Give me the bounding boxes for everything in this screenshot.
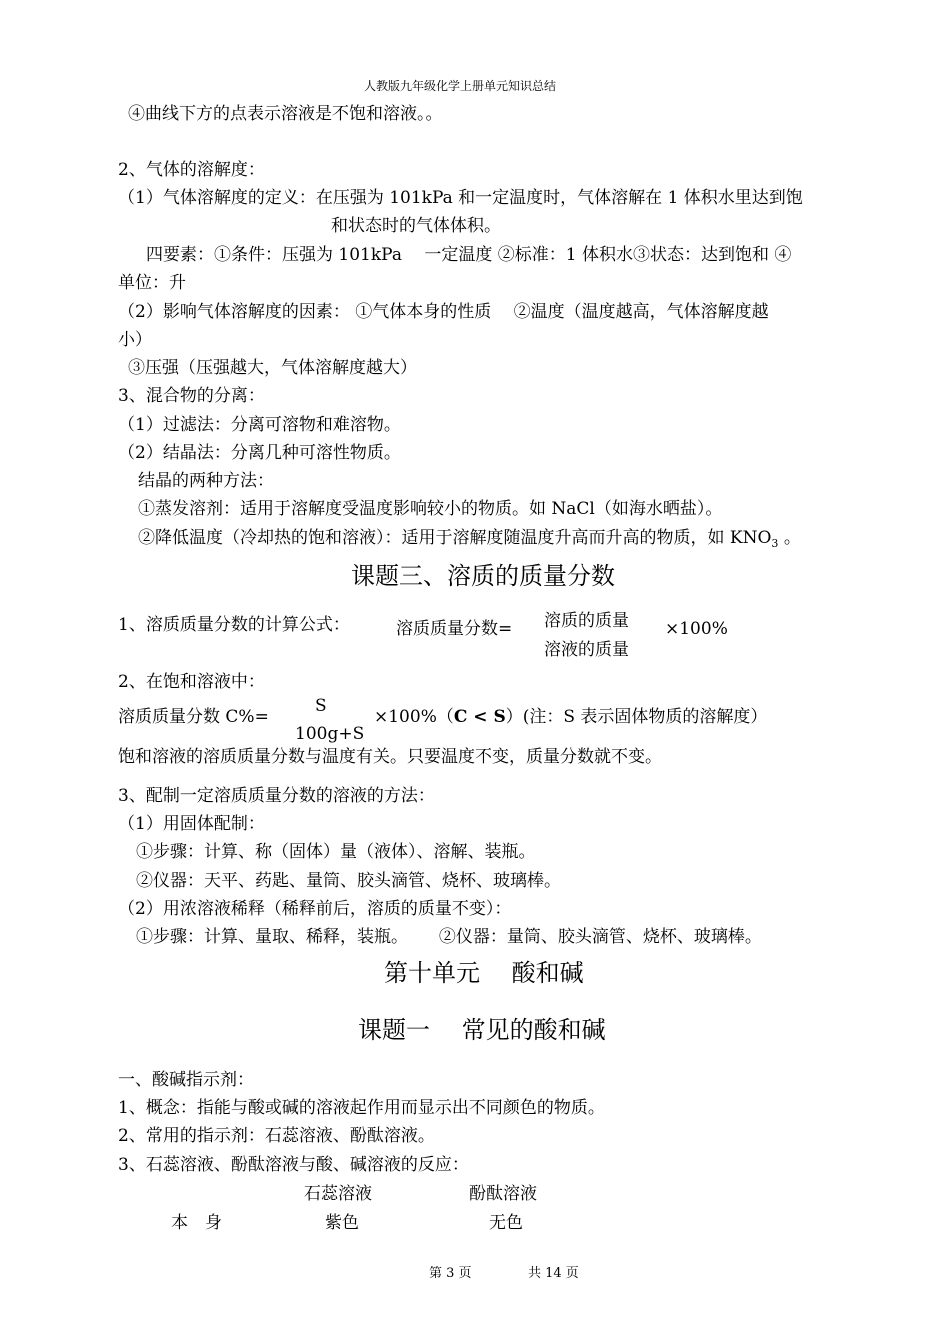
formula-right — [374, 706, 767, 728]
text-line: （1）气体溶解度的定义：在压强为 101kPa 和一定温度时，气体溶解在 1 体积水里达到饱 — [118, 188, 803, 208]
text-line: 小） — [118, 330, 152, 350]
table-row-label: 本 身 — [171, 1213, 222, 1233]
table-cell: 紫色 — [325, 1213, 359, 1233]
text-line: ④曲线下方的点表示溶液是不饱和溶液。。 — [128, 104, 443, 124]
text-line: ①步骤：计算、称（固体）量（液体）、溶解、装瓶。 — [136, 842, 536, 862]
text-line: （1）用固体配制： — [118, 814, 265, 834]
text-line: 和状态时的气体体积。 — [331, 216, 501, 236]
page-header: 人教版九年级化学上册单元知识总结 — [364, 79, 557, 93]
subscript: 3 — [771, 537, 779, 550]
formula-numerator: S — [315, 696, 327, 716]
unit-title: 第十单元 酸和碱 — [384, 959, 584, 987]
text-line: 2、在饱和溶液中： — [118, 672, 265, 692]
formula-denominator: 100g+S — [295, 724, 365, 744]
text-line: 饱和溶液的溶质质量分数与温度有关。只要温度不变，质量分数就不变。 — [118, 747, 662, 767]
section-heading: 3、混合物的分离： — [118, 386, 265, 406]
text-fragment: ×100%（ — [374, 707, 454, 727]
formula-left: 溶质质量分数= — [396, 619, 513, 639]
text-line: ①蒸发溶剂：适用于溶解度受温度影响较小的物质。如 NaCl（如海水晒盐）。 — [138, 499, 723, 519]
text-line: （2）影响气体溶解度的因素： ①气体本身的性质 ②温度（温度越高，气体溶解度越 — [118, 302, 769, 322]
text-line: （1）过滤法：分离可溶物和难溶物。 — [118, 415, 401, 435]
formula-left: 溶质质量分数 C%= — [118, 707, 269, 727]
text-line: 1、溶质质量分数的计算公式： — [118, 615, 350, 635]
text-line: 2、常用的指示剂：石蕊溶液、酚酞溶液。 — [118, 1126, 435, 1146]
lesson-title: 课题一 常见的酸和碱 — [358, 1016, 606, 1044]
table-header-phenolphthalein: 酚酞溶液 — [469, 1184, 537, 1204]
text-line: 结晶的两种方法： — [138, 471, 274, 491]
text-fragment: ）(注：S 表示固体物质的溶解度） — [505, 707, 768, 727]
text-line: 3、石蕊溶液、酚酞溶液与酸、碱溶液的反应： — [118, 1155, 469, 1175]
text-fragment: ②降低温度（冷却热的饱和溶液）：适用于溶解度随温度升高而升高的物质，如 KNO — [138, 528, 772, 548]
text-line: ②仪器：天平、药匙、量筒、胶头滴管、烧杯、玻璃棒。 — [136, 871, 561, 891]
section-heading: 一、酸碱指示剂： — [118, 1070, 254, 1090]
text-fragment: 。 — [778, 528, 801, 548]
bold-condition: C < S — [453, 707, 506, 727]
section-heading: 3、配制一定溶质质量分数的溶液的方法： — [118, 786, 435, 806]
text-line: 1、概念：指能与酸或碱的溶液起作用而显示出不同颜色的物质。 — [118, 1098, 605, 1118]
text-line: （2）结晶法：分离几种可溶性物质。 — [118, 443, 401, 463]
text-line: 四要素：①条件：压强为 101kPa 一定温度 ②标准：1 体积水③状态：达到饱和 ④ — [146, 245, 792, 265]
text-line: （2）用浓溶液稀释（稀释前后，溶质的质量不变）： — [118, 899, 512, 919]
table-cell: 无色 — [489, 1213, 523, 1233]
text-line: ①步骤：计算、量取、稀释，装瓶。 ②仪器：量筒、胶头滴管、烧杯、玻璃棒。 — [136, 927, 762, 947]
text-line: 单位：升 — [118, 273, 186, 293]
table-header-litmus: 石蕊溶液 — [304, 1184, 372, 1204]
formula-right: ×100% — [665, 619, 728, 639]
text-line: ③压强（压强越大，气体溶解度越大） — [128, 358, 417, 378]
page-total: 共 14 页 — [528, 1266, 579, 1281]
text-line — [138, 527, 801, 549]
formula-denominator: 溶液的质量 — [544, 640, 629, 660]
formula-numerator: 溶质的质量 — [544, 611, 629, 631]
page-number: 第 3 页 — [429, 1266, 472, 1281]
lesson-title: 课题三、溶质的质量分数 — [351, 562, 615, 590]
section-heading: 2、气体的溶解度： — [118, 160, 265, 180]
